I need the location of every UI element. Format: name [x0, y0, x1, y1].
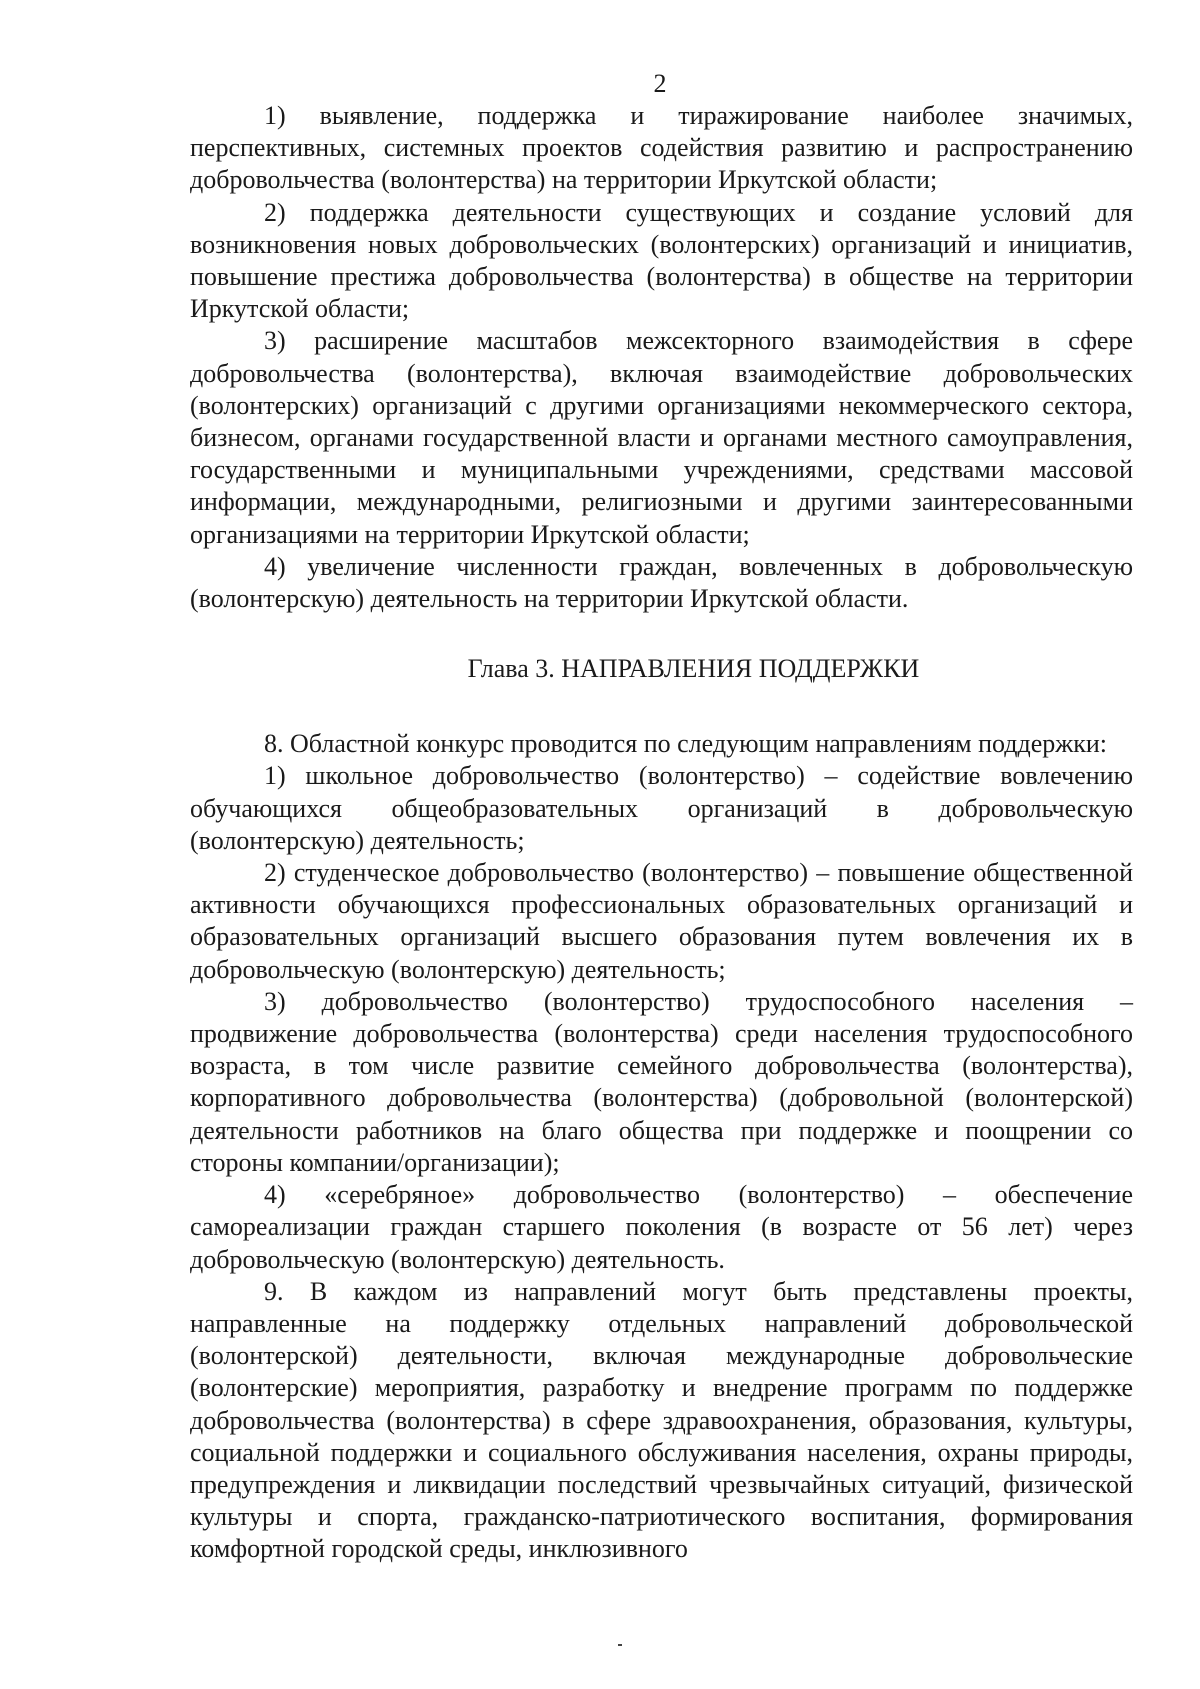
- list-item-direction-1: 1) школьное добровольчество (волонтерство) – содействие вовлечению обучающихся общеобразовательных организаций в добровольческую (волонтерскую) деятельность;: [190, 761, 1133, 855]
- clause-9: 9. В каждом из направлений могут быть представлены проекты, направленные на поддержку отдельных направлений добровольческой (волонтерской) деятельности, включая международные добровольческие (волонтерские) мероприятия, разработку и внедрение программ по поддержке добровольчества (волонтерства) в сфере здравоохранения, образования, культуры, социальной поддержки и социального обслуживания населения, охраны природы, предупреждения и ликвидации последствий чрезвычайных ситуаций, физической культуры и спорта, гражданско-патриотического воспитания, формирования комфортной городской среды, инклюзивного: [190, 1276, 1133, 1564]
- document-body: [190, 100, 1133, 1566]
- list-item-direction-3: 3) добровольчество (волонтерство) трудоспособного населения – продвижение добровольчества (волонтерства) среди населения трудоспособного возраста, в том числе развитие семейного добровольчества (волонтерства), корпоративного добровольчества (волонтерства) (добровольной (волонтерской) деятельности работников на благо общества при поддержке и поощрении со стороны компании/организации);: [190, 986, 1133, 1177]
- clause-8: 8. Областной конкурс проводится по следующим направлениям поддержки:: [264, 729, 1108, 759]
- scan-artifact: [618, 1644, 622, 1646]
- list-item-goal-4: 4) увеличение численности граждан, вовлеченных в добровольческую (волонтерскую) деятельность на территории Иркутской области.: [190, 551, 1133, 614]
- list-item-direction-2: 2) студенческое добровольчество (волонтерство) – повышение общественной активности обучающихся профессиональных образовательных организаций и образовательных организаций высшего образования путем вовлечения их в добровольческую (волонтерскую) деятельность;: [190, 858, 1133, 984]
- list-item-goal-1: 1) выявление, поддержка и тиражирование наиболее значимых, перспективных, системных проектов содействия развитию и распространению добровольчества (волонтерства) на территории Иркутской области;: [190, 101, 1133, 195]
- list-item-goal-2: 2) поддержка деятельности существующих и создание условий для возникновения новых добровольческих (волонтерских) организаций и инициатив, повышение престижа добровольчества (волонтерства) в обществе на территории Иркутской области;: [190, 197, 1133, 324]
- list-item-direction-4: 4) «серебряное» добровольчество (волонтерство) – обеспечение самореализации граждан старшего поколения (в возрасте от 56 лет) через добровольческую (волонтерскую) деятельность.: [190, 1180, 1133, 1274]
- chapter-heading: Глава 3. НАПРАВЛЕНИЯ ПОДДЕРЖКИ: [467, 654, 920, 684]
- list-item-goal-3: 3) расширение масштабов межсекторного взаимодействия в сфере добровольчества (волонтерства), включая взаимодействие добровольческих (волонтерских) организаций с другими организациями некоммерческого сектора, бизнесом, органами государственной власти и органами местного самоуправления, государственными и муниципальными учреждениями, средствами массовой информации, международными, религиозными и другими заинтересованными организациями на территории Иркутской области;: [190, 326, 1133, 549]
- page-number: 2: [653, 69, 667, 98]
